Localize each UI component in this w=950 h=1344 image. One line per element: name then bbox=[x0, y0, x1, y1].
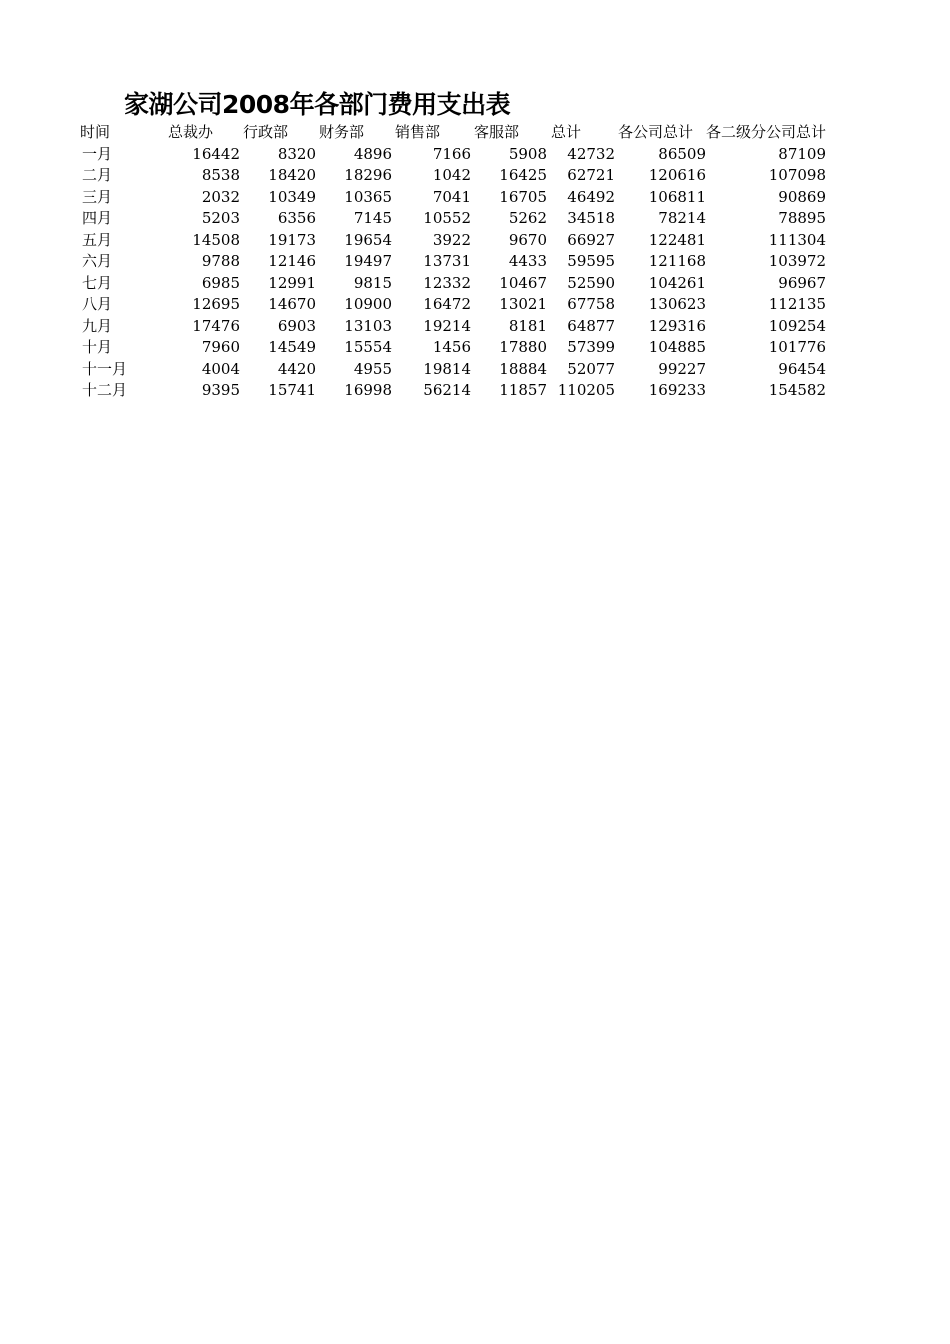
cell-value: 3922 bbox=[432, 230, 471, 249]
cell-value: 10467 bbox=[499, 273, 547, 292]
cell-value: 87109 bbox=[778, 144, 827, 163]
table-row bbox=[80, 144, 826, 166]
cell-value: 10365 bbox=[344, 187, 392, 206]
cell-value: 14549 bbox=[268, 338, 316, 356]
cell-value: 78895 bbox=[778, 209, 827, 227]
cell-value: 104885 bbox=[648, 338, 706, 356]
cell-value: 4433 bbox=[508, 252, 547, 270]
cell-month: 二月 bbox=[82, 166, 113, 184]
cell-value: 64877 bbox=[567, 316, 615, 335]
cell-value: 154582 bbox=[768, 381, 827, 399]
cell-value: 103972 bbox=[768, 252, 827, 270]
cell-value: 106811 bbox=[648, 187, 706, 206]
table-row bbox=[80, 359, 826, 381]
cell-value: 11857 bbox=[499, 381, 547, 399]
cell-month: 三月 bbox=[82, 187, 113, 206]
cell-value: 19497 bbox=[344, 252, 392, 270]
cell-value: 16425 bbox=[499, 166, 547, 184]
cell-value: 109254 bbox=[768, 316, 827, 335]
table-body bbox=[80, 144, 826, 402]
cell-value: 78214 bbox=[658, 209, 706, 227]
table-row bbox=[80, 316, 826, 338]
cell-value: 7145 bbox=[353, 209, 392, 227]
cell-value: 18296 bbox=[344, 166, 392, 184]
cell-value: 10349 bbox=[268, 187, 316, 206]
cell-value: 86509 bbox=[658, 144, 706, 163]
cell-value: 7166 bbox=[432, 144, 471, 163]
sheet-title: 家湖公司2008年各部门费用支出表 bbox=[124, 90, 511, 119]
cell-value: 4004 bbox=[201, 359, 240, 378]
cell-value: 112135 bbox=[768, 295, 827, 313]
cell-month: 五月 bbox=[82, 230, 113, 249]
header-cell-service-dept: 客服部 bbox=[474, 123, 520, 141]
cell-value: 96454 bbox=[778, 359, 827, 378]
header-cell-sales-dept: 销售部 bbox=[395, 123, 441, 141]
cell-value: 14508 bbox=[192, 230, 240, 249]
cell-month: 十一月 bbox=[82, 359, 128, 378]
cell-value: 2032 bbox=[201, 187, 240, 206]
cell-value: 107098 bbox=[768, 166, 827, 184]
cell-value: 121168 bbox=[648, 252, 706, 270]
cell-value: 6985 bbox=[201, 273, 240, 292]
table-row bbox=[80, 165, 826, 187]
cell-value: 8181 bbox=[508, 316, 547, 335]
cell-value: 57399 bbox=[567, 338, 615, 356]
cell-value: 16472 bbox=[423, 295, 471, 313]
cell-value: 169233 bbox=[648, 381, 706, 399]
cell-value: 13731 bbox=[423, 252, 471, 270]
table-row bbox=[80, 230, 826, 252]
cell-value: 4420 bbox=[277, 359, 316, 378]
cell-value: 129316 bbox=[648, 316, 706, 335]
header-cell-total: 总计 bbox=[551, 123, 582, 141]
cell-value: 9788 bbox=[201, 252, 240, 270]
cell-value: 12146 bbox=[268, 252, 316, 270]
cell-value: 67758 bbox=[567, 295, 615, 313]
cell-value: 16442 bbox=[192, 144, 240, 163]
cell-value: 7960 bbox=[201, 338, 240, 356]
cell-value: 4896 bbox=[353, 144, 392, 163]
cell-value: 59595 bbox=[567, 252, 615, 270]
cell-value: 5203 bbox=[201, 209, 240, 227]
cell-value: 6903 bbox=[277, 316, 316, 335]
cell-value: 101776 bbox=[768, 338, 827, 356]
cell-value: 15554 bbox=[344, 338, 392, 356]
cell-value: 110205 bbox=[557, 381, 615, 399]
cell-month: 九月 bbox=[82, 316, 113, 335]
cell-value: 18884 bbox=[499, 359, 547, 378]
header-cell-finance-dept: 财务部 bbox=[319, 123, 365, 141]
cell-value: 1456 bbox=[432, 338, 471, 356]
cell-value: 13103 bbox=[344, 316, 392, 335]
cell-value: 104261 bbox=[648, 273, 706, 292]
header-cell-admin-dept: 行政部 bbox=[243, 123, 289, 141]
cell-value: 17880 bbox=[499, 338, 547, 356]
cell-value: 120616 bbox=[648, 166, 706, 184]
cell-value: 1042 bbox=[432, 166, 471, 184]
cell-value: 12332 bbox=[423, 273, 471, 292]
table-row bbox=[80, 208, 826, 230]
cell-value: 66927 bbox=[567, 230, 615, 249]
header-cell-president-office: 总裁办 bbox=[168, 123, 214, 141]
cell-value: 19654 bbox=[344, 230, 392, 249]
cell-month: 一月 bbox=[82, 144, 113, 163]
cell-value: 19214 bbox=[423, 316, 471, 335]
table-row bbox=[80, 294, 826, 316]
expense-table bbox=[80, 122, 826, 402]
cell-value: 9670 bbox=[508, 230, 547, 249]
cell-value: 4955 bbox=[353, 359, 392, 378]
cell-value: 34518 bbox=[567, 209, 615, 227]
table-row bbox=[80, 273, 826, 295]
cell-value: 130623 bbox=[648, 295, 706, 313]
cell-value: 5908 bbox=[508, 144, 547, 163]
table-row bbox=[80, 251, 826, 273]
header-cell-time: 时间 bbox=[80, 123, 111, 141]
cell-month: 六月 bbox=[82, 252, 113, 270]
header-cell-branch-total: 各二级分公司总计 bbox=[706, 123, 827, 141]
cell-month: 八月 bbox=[82, 295, 113, 313]
table-row bbox=[80, 337, 826, 359]
cell-value: 9395 bbox=[201, 381, 240, 399]
cell-value: 15741 bbox=[268, 381, 316, 399]
header-row bbox=[80, 122, 826, 144]
table-row bbox=[80, 187, 826, 209]
table-row bbox=[80, 380, 826, 402]
cell-value: 5262 bbox=[508, 209, 547, 227]
cell-value: 16705 bbox=[499, 187, 547, 206]
cell-value: 90869 bbox=[778, 187, 827, 206]
cell-value: 8538 bbox=[201, 166, 240, 184]
cell-value: 42732 bbox=[567, 144, 615, 163]
cell-value: 8320 bbox=[277, 144, 316, 163]
cell-value: 9815 bbox=[353, 273, 392, 292]
header-cell-company-total: 各公司总计 bbox=[618, 123, 694, 141]
cell-value: 10900 bbox=[344, 295, 392, 313]
cell-value: 52077 bbox=[567, 359, 615, 378]
cell-value: 99227 bbox=[658, 359, 706, 378]
cell-value: 12991 bbox=[268, 273, 316, 292]
cell-value: 17476 bbox=[192, 316, 240, 335]
cell-value: 6356 bbox=[277, 209, 316, 227]
cell-value: 19814 bbox=[423, 359, 471, 378]
cell-value: 52590 bbox=[567, 273, 615, 292]
cell-value: 19173 bbox=[268, 230, 316, 249]
cell-month: 十二月 bbox=[82, 381, 128, 399]
cell-value: 62721 bbox=[567, 166, 615, 184]
cell-value: 16998 bbox=[344, 381, 392, 399]
cell-value: 46492 bbox=[567, 187, 615, 206]
cell-value: 7041 bbox=[432, 187, 471, 206]
cell-value: 111304 bbox=[768, 230, 827, 249]
cell-value: 96967 bbox=[778, 273, 827, 292]
cell-value: 18420 bbox=[268, 166, 316, 184]
cell-value: 14670 bbox=[268, 295, 316, 313]
cell-month: 七月 bbox=[82, 273, 113, 292]
cell-month: 十月 bbox=[82, 338, 113, 356]
cell-value: 13021 bbox=[499, 295, 547, 313]
cell-month: 四月 bbox=[82, 209, 113, 227]
cell-value: 12695 bbox=[192, 295, 240, 313]
cell-value: 56214 bbox=[423, 381, 471, 399]
cell-value: 10552 bbox=[423, 209, 471, 227]
cell-value: 122481 bbox=[648, 230, 706, 249]
